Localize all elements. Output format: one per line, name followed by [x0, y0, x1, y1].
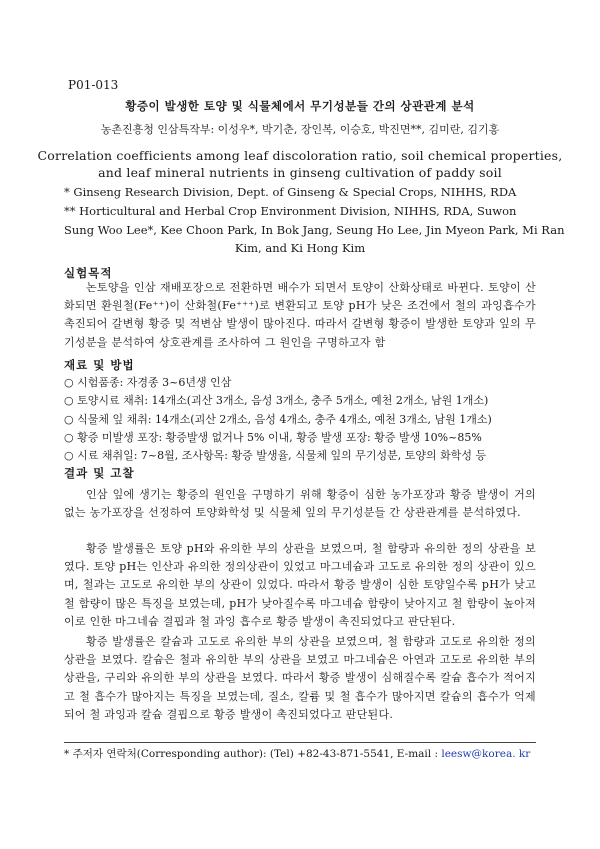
affiliation-1: * Ginseng Research Division, Dept. of Ginseng & Special Crops, NIHHS, RDA — [64, 185, 517, 199]
english-authors-line1: Sung Woo Lee*, Kee Choon Park, In Bok Jang, Seung Ho Lee, Jin Myeon Park, Mi Ran — [64, 223, 565, 237]
results-paragraph-3: 황증 발생률은 칼슘과 고도로 유의한 부의 상관을 보였으며, 철 함량과 고도로 유의한 정의 상관을 보였다. 칼슘은 철과 유의한 부의 상관을 보였고 마그네슘은 아연과 고도로 유의한 부의 상관을, 구리와 유의한 부의 상관을 보였다. 따라서 황증 발생이 심해질수록 칼슘 흡수가 적어지고 철 흡수가 많아지는 특징을 보였는데, 질소, 칼륨 및 철 흡수가 많아지면 칼슘의 흡수가 억제되어 철 과잉과 칼슘 결핍으로 황증 발생이 촉진되었다고 판단된다. — [64, 635, 536, 721]
results-paragraph-2: 황증 발생률은 토양 pH와 유의한 부의 상관을 보였으며, 철 함량과 유의한 정의 상관을 보였다. 토양 pH는 인산과 유의한 정의상관이 있었고 마그네슘과 고도로 유의한 정의 상관이 있으며, 철과는 고도로 유의한 부의 상관이 있었다. 따라서 황증 발생이 심한 토양일수록 pH가 낮고 철 함량이 많은 특징을 보였는데, pH가 낮아질수록 마그네슘 함량이 낮아지고 철 함량이 높아져 이로 인한 마그네슘 결핍과 철 과잉 흡수로 황증 발생이 촉진되었다고 판단된다. — [64, 542, 536, 628]
english-authors-line2: Kim, and Ki Hong Kim — [234, 241, 366, 255]
english-title-line1: Correlation coefficients among leaf discoloration ratio, soil chemical properties, — [37, 148, 563, 163]
korean-title: 황증이 발생한 토양 및 식물체에서 무기성분들 간의 상관관계 분석 — [125, 99, 475, 113]
abstract-code: P01-013 — [68, 78, 119, 92]
methods-item: ○ 황증 미발생 포장: 황증발생 없거나 5% 이내, 황증 발생 포장: 황증 발생 10%~85% — [64, 430, 482, 444]
footnote-text: * 주저자 연락처(Corresponding author): (Tel) +82-43-871-5541, E-mail : — [64, 748, 442, 760]
methods-item: ○ 시료 채취일: 7~8월, 조사항목: 황증 발생율, 식물체 잎의 무기성분, 토양의 화학성 등 — [64, 449, 487, 463]
methods-item: ○ 토양시료 채취: 14개소(괴산 3개소, 음성 3개소, 충주 5개소, 예천 2개소, 남원 1개소) — [64, 394, 489, 408]
results-paragraph-1: 인삼 잎에 생기는 황증의 원인을 구명하기 위해 황증이 심한 농가포장과 황증 발생이 거의 없는 농가포장을 선정하여 토양화학성 및 식물체 잎의 무기성분들 간 상관관계를 분석하였다. — [64, 488, 536, 520]
methods-item: ○ 식물체 잎 채취: 14개소(괴산 2개소, 음성 4개소, 충주 4개소, 예천 3개소, 남원 1개소) — [64, 412, 492, 426]
methods-item: ○ 시험품종: 자경종 3~6년생 인삼 — [64, 376, 232, 389]
affiliation-2: ** Horticultural and Herbal Crop Environment Division, NIHHS, RDA, Suwon — [64, 204, 517, 218]
footnote — [64, 746, 530, 761]
korean-authors: 농촌진흥청 인삼특작부: 이성우*, 박기춘, 장인복, 이승호, 박진면**, 김미란, 김기홍 — [100, 123, 500, 136]
purpose-text: 논토양을 인삼 재배포장으로 전환하면 배수가 되면서 토양이 산화상태로 바뀐다. 토양이 산화되면 환원철(Fe⁺⁺)이 산화철(Fe⁺⁺⁺)로 변환되고 토양 pH가 낮은 조건에서 철의 과잉흡수가 촉진되어 갈변형 황증 및 적변삼 발생이 많아진다. 따라서 갈변형 황증이 발생한 토양과 잎의 무기성분을 분석하여 상호관계를 조사하여 그 원인을 구명하고자 함 — [64, 281, 536, 349]
email-link[interactable]: leesw@korea. kr — [441, 748, 531, 760]
methods-heading: 재료 및 방법 — [64, 358, 135, 372]
purpose-heading: 실험목적 — [64, 266, 113, 280]
footnote-divider — [64, 742, 536, 743]
results-heading: 결과 및 고찰 — [64, 466, 135, 480]
english-title-line2: and leaf mineral nutrients in ginseng cultivation of paddy soil — [98, 165, 502, 180]
methods-list — [64, 374, 492, 465]
